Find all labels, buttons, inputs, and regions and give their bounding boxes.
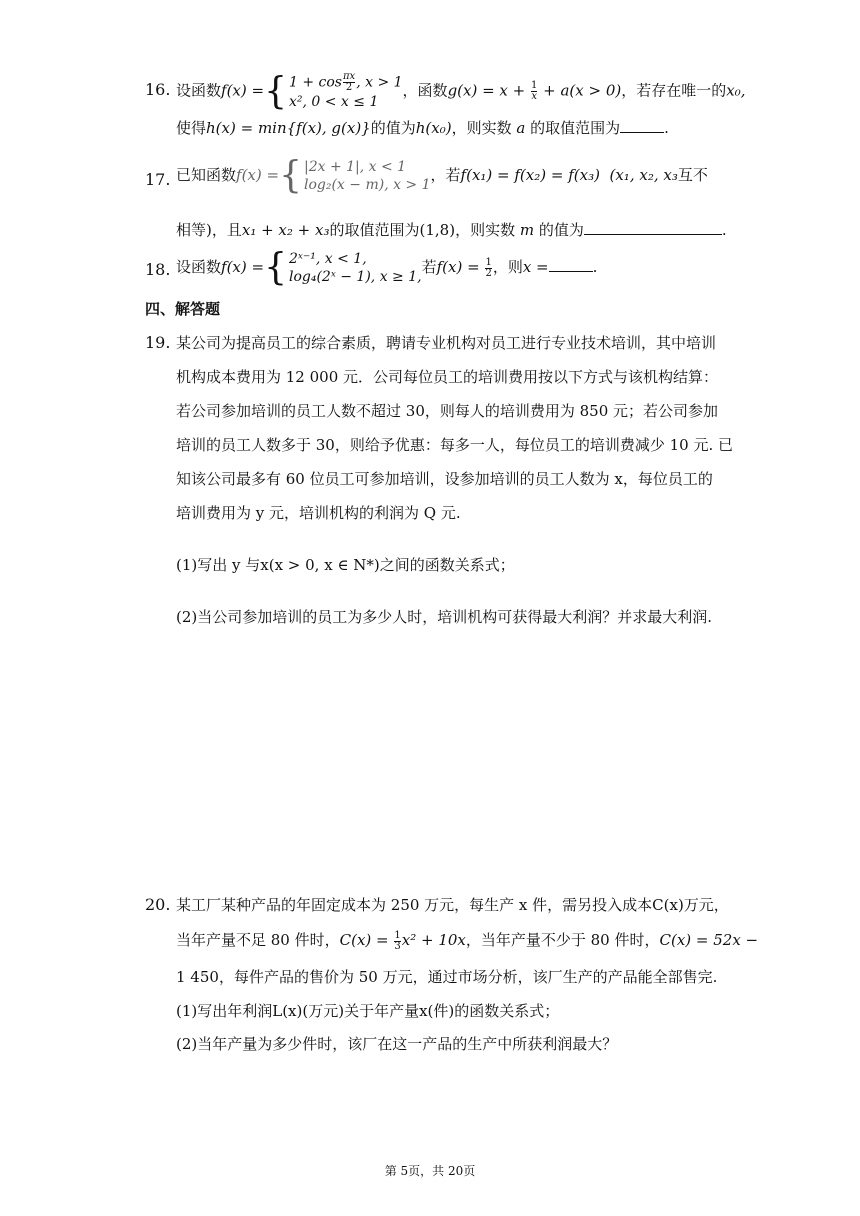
q19-line: 若公司参加培训的员工人数不超过 30，则每人的培训费用为 850 元；若公司参加 xyxy=(176,402,719,420)
q16-gx-tail: + a(x > 0) xyxy=(538,81,622,100)
q18-case-1: 2ˣ⁻¹, x < 1, xyxy=(288,251,367,267)
question-18-line-1: 设函数f(x) ={ 2ˣ⁻¹, x < 1, log₄(2ˣ − 1), x ≥ 1, 若f(x) = $\frac{1}{2}$ ，则x = . xyxy=(176,245,598,289)
q18-brace: { xyxy=(264,245,287,289)
q18-cases xyxy=(289,250,422,286)
q16-gx-frac: $\frac{1}{x}$ xyxy=(531,80,538,102)
q19-line: 培训的员工人数多于 30，则给予优惠：每多一人，每位员工的培训费减少 10 元. 已 xyxy=(176,436,734,454)
q19-part-2: (2)当公司参加培训的员工为多少人时，培训机构可获得最大利润？并求最大利润. xyxy=(176,608,713,626)
q18-case-2: log₄(2ˣ − 1), x ≥ 1, xyxy=(288,269,422,285)
q16-case-2: x², 0 < x ≤ 1 xyxy=(288,94,379,110)
q20-frac: $\frac{1}{3}$ xyxy=(394,929,401,952)
q16-cases xyxy=(289,72,403,111)
q20-part-2: (2)当年产量为多少件时，该厂在这一产品的生产中所获利润最大？ xyxy=(176,1035,618,1053)
q17-case-1: |2x + 1|, x < 1 xyxy=(303,159,407,175)
q18-frac: $\frac{1}{2}$ xyxy=(485,256,492,279)
question-16-number: 16. xyxy=(145,80,171,99)
q20-part-1: (1)写出年利润L(x)(万元)关于年产量x(件)的函数关系式； xyxy=(176,1002,560,1020)
question-16-line-1 xyxy=(176,69,746,113)
q16-fx: f(x) = xyxy=(221,81,265,100)
q20-line-1: 某工厂某种产品的年固定成本为 250 万元，每生产 x 件，需另投入成本C(x)万元， xyxy=(176,896,729,914)
q17-case-2: log₂(x − m), x > 1 xyxy=(303,177,431,193)
q17-answer-blank xyxy=(584,220,722,235)
q20-line-2: 当年产量不足 80 件时，C(x) = $\frac{1}{3}$ x² + 10x，当年产量不少于 80 件时，C(x) = 52x − xyxy=(176,929,759,952)
question-17-line-2: 相等)，且x₁ + x₂ + x₃的取值范围为(1,8)，则实数 m 的值为 . xyxy=(176,221,727,239)
q17-brace: { xyxy=(279,153,302,197)
q16-brace: { xyxy=(264,69,287,113)
q19-part-1: (1)写出 y 与x(x > 0, x ∈ N*)之间的函数关系式； xyxy=(176,556,515,574)
question-18-number: 18. xyxy=(145,260,171,279)
q16-mid: ，函数 xyxy=(402,81,448,100)
page-footer: 第 5页，共 20页 xyxy=(384,1164,476,1178)
q16-answer-blank xyxy=(620,118,664,133)
question-16-line-2: 使得h(x) = min{f(x), g(x)}的值为h(x₀)，则实数 a 的取值范围为 . xyxy=(176,119,669,137)
q16-prefix: 设函数 xyxy=(176,81,222,100)
q20-line-3: 1 450，每件产品的售价为 50 万元，通过市场分析，该厂生产的产品能全部售完. xyxy=(176,968,718,986)
question-20-number: 20. xyxy=(145,895,171,914)
q19-line: 某公司为提高员工的综合素质，聘请专业机构对员工进行专业技术培训，其中培训 xyxy=(176,334,717,352)
q16-case-1: 1 + cos $\frac{\pi x}{2}$ , x > 1 xyxy=(288,71,403,93)
q17-fx: f(x) = xyxy=(236,166,280,184)
q19-line: 培训费用为 y 元，培训机构的利润为 Q 元. xyxy=(176,504,461,522)
q16-x0: x₀, xyxy=(726,81,746,100)
q19-line: 机构成本费用为 12 000 元．公司每位员工的培训费用按以下方式与该机构结算： xyxy=(176,368,719,386)
q16-gx: g(x) = x + xyxy=(447,81,530,100)
question-17-number: 17. xyxy=(145,170,171,189)
question-19-number: 19. xyxy=(145,333,171,352)
section-heading: 四、解答题 xyxy=(145,300,221,318)
question-17-line-1: 已知函数f(x) ={ |2x + 1|, x < 1 log₂(x − m), x > 1 ，若f(x₁) = f(x₂) = f(x₃) (x₁, x₂, x₃互不 xyxy=(176,153,708,197)
q17-cases xyxy=(304,158,431,194)
q19-line: 知该公司最多有 60 位员工可参加培训，设参加培训的员工人数为 x，每位员工的 xyxy=(176,470,713,488)
q18-answer-blank xyxy=(549,257,593,272)
q16-after: ，若存在唯一的 xyxy=(621,81,727,100)
